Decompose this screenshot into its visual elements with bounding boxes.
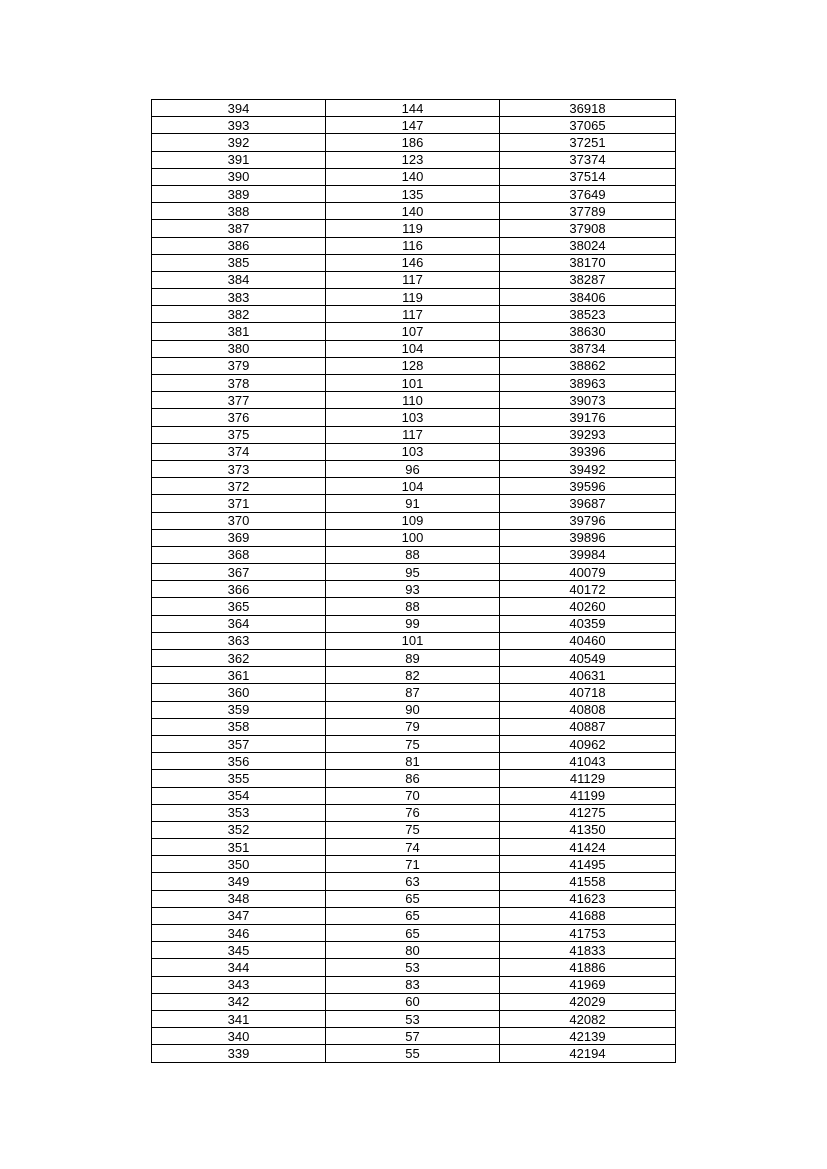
- count-cell: 101: [326, 375, 500, 392]
- cumulative-count-cell: 40260: [500, 598, 676, 615]
- score-cell: 382: [152, 306, 326, 323]
- table-row: [152, 529, 676, 546]
- cumulative-count-cell: 37649: [500, 185, 676, 202]
- cumulative-count-cell: 38170: [500, 254, 676, 271]
- count-cell: 60: [326, 993, 500, 1010]
- table-row: [152, 873, 676, 890]
- cumulative-count-cell: 41558: [500, 873, 676, 890]
- cumulative-count-cell: 41969: [500, 976, 676, 993]
- count-cell: 81: [326, 753, 500, 770]
- count-cell: 110: [326, 392, 500, 409]
- cumulative-count-cell: 41199: [500, 787, 676, 804]
- score-cell: 388: [152, 203, 326, 220]
- cumulative-count-cell: 42029: [500, 993, 676, 1010]
- table-row: [152, 907, 676, 924]
- score-cell: 348: [152, 890, 326, 907]
- score-cell: 362: [152, 650, 326, 667]
- count-cell: 65: [326, 907, 500, 924]
- cumulative-count-cell: 41424: [500, 839, 676, 856]
- count-cell: 80: [326, 942, 500, 959]
- cumulative-count-cell: 41623: [500, 890, 676, 907]
- cumulative-count-cell: 38734: [500, 340, 676, 357]
- count-cell: 95: [326, 564, 500, 581]
- cumulative-count-cell: 41275: [500, 804, 676, 821]
- table-row: [152, 289, 676, 306]
- count-cell: 107: [326, 323, 500, 340]
- cumulative-count-cell: 41886: [500, 959, 676, 976]
- score-cell: 376: [152, 409, 326, 426]
- table-row: [152, 821, 676, 838]
- score-cell: 368: [152, 546, 326, 563]
- table-row: [152, 993, 676, 1010]
- count-cell: 57: [326, 1028, 500, 1045]
- cumulative-count-cell: 39492: [500, 460, 676, 477]
- table-row: [152, 151, 676, 168]
- cumulative-count-cell: 40718: [500, 684, 676, 701]
- cumulative-count-cell: 37908: [500, 220, 676, 237]
- table-row: [152, 100, 676, 117]
- score-cell: 372: [152, 478, 326, 495]
- score-cell: 364: [152, 615, 326, 632]
- score-cell: 359: [152, 701, 326, 718]
- count-cell: 87: [326, 684, 500, 701]
- score-cell: 358: [152, 718, 326, 735]
- cumulative-count-cell: 38024: [500, 237, 676, 254]
- score-cell: 341: [152, 1010, 326, 1027]
- table-row: [152, 426, 676, 443]
- count-cell: 100: [326, 529, 500, 546]
- score-cell: 352: [152, 821, 326, 838]
- table-row: [152, 925, 676, 942]
- score-cell: 373: [152, 460, 326, 477]
- cumulative-count-cell: 41833: [500, 942, 676, 959]
- table-row: [152, 323, 676, 340]
- count-cell: 119: [326, 289, 500, 306]
- cumulative-count-cell: 40887: [500, 718, 676, 735]
- count-cell: 186: [326, 134, 500, 151]
- cumulative-count-cell: 39293: [500, 426, 676, 443]
- table-row: [152, 650, 676, 667]
- count-cell: 90: [326, 701, 500, 718]
- table-row: [152, 581, 676, 598]
- table-row: [152, 615, 676, 632]
- cumulative-count-cell: 39073: [500, 392, 676, 409]
- count-cell: 53: [326, 1010, 500, 1027]
- cumulative-count-cell: 40079: [500, 564, 676, 581]
- table-row: [152, 546, 676, 563]
- cumulative-count-cell: 40549: [500, 650, 676, 667]
- count-cell: 117: [326, 271, 500, 288]
- cumulative-count-cell: 39796: [500, 512, 676, 529]
- cumulative-count-cell: 38287: [500, 271, 676, 288]
- score-cell: 356: [152, 753, 326, 770]
- table-row: [152, 684, 676, 701]
- cumulative-count-cell: 37065: [500, 117, 676, 134]
- table-row: [152, 271, 676, 288]
- cumulative-count-cell: 39176: [500, 409, 676, 426]
- count-cell: 146: [326, 254, 500, 271]
- score-cell: 377: [152, 392, 326, 409]
- count-cell: 140: [326, 203, 500, 220]
- table-row: [152, 942, 676, 959]
- table-row: [152, 409, 676, 426]
- score-cell: 355: [152, 770, 326, 787]
- score-cell: 371: [152, 495, 326, 512]
- table-row: [152, 564, 676, 581]
- cumulative-count-cell: 41753: [500, 925, 676, 942]
- cumulative-count-cell: 39596: [500, 478, 676, 495]
- score-table-body: [152, 100, 676, 1063]
- cumulative-count-cell: 39687: [500, 495, 676, 512]
- score-cell: 367: [152, 564, 326, 581]
- table-row: [152, 598, 676, 615]
- score-cell: 390: [152, 168, 326, 185]
- cumulative-count-cell: 41350: [500, 821, 676, 838]
- count-cell: 104: [326, 340, 500, 357]
- count-cell: 104: [326, 478, 500, 495]
- score-cell: 345: [152, 942, 326, 959]
- count-cell: 117: [326, 426, 500, 443]
- count-cell: 103: [326, 409, 500, 426]
- table-row: [152, 976, 676, 993]
- score-cell: 360: [152, 684, 326, 701]
- score-cell: 351: [152, 839, 326, 856]
- table-row: [152, 839, 676, 856]
- table-row: [152, 117, 676, 134]
- score-cell: 389: [152, 185, 326, 202]
- count-cell: 144: [326, 100, 500, 117]
- score-cell: 375: [152, 426, 326, 443]
- cumulative-count-cell: 40460: [500, 632, 676, 649]
- count-cell: 140: [326, 168, 500, 185]
- count-cell: 65: [326, 925, 500, 942]
- score-cell: 361: [152, 667, 326, 684]
- table-row: [152, 959, 676, 976]
- cumulative-count-cell: 38523: [500, 306, 676, 323]
- table-row: [152, 1010, 676, 1027]
- count-cell: 75: [326, 821, 500, 838]
- count-cell: 55: [326, 1045, 500, 1062]
- table-row: [152, 340, 676, 357]
- count-cell: 101: [326, 632, 500, 649]
- table-row: [152, 443, 676, 460]
- cumulative-count-cell: 36918: [500, 100, 676, 117]
- table-row: [152, 306, 676, 323]
- table-row: [152, 718, 676, 735]
- cumulative-count-cell: 41688: [500, 907, 676, 924]
- table-row: [152, 856, 676, 873]
- count-cell: 88: [326, 546, 500, 563]
- cumulative-count-cell: 41129: [500, 770, 676, 787]
- count-cell: 75: [326, 735, 500, 752]
- score-cell: 365: [152, 598, 326, 615]
- table-row: [152, 701, 676, 718]
- table-row: [152, 632, 676, 649]
- table-row: [152, 185, 676, 202]
- score-cell: 387: [152, 220, 326, 237]
- cumulative-count-cell: 37251: [500, 134, 676, 151]
- table-row: [152, 357, 676, 374]
- score-cell: 353: [152, 804, 326, 821]
- count-cell: 76: [326, 804, 500, 821]
- score-cell: 343: [152, 976, 326, 993]
- count-cell: 109: [326, 512, 500, 529]
- cumulative-count-cell: 42139: [500, 1028, 676, 1045]
- count-cell: 89: [326, 650, 500, 667]
- count-cell: 74: [326, 839, 500, 856]
- count-cell: 71: [326, 856, 500, 873]
- table-row: [152, 168, 676, 185]
- score-cell: 347: [152, 907, 326, 924]
- count-cell: 99: [326, 615, 500, 632]
- score-cell: 344: [152, 959, 326, 976]
- table-row: [152, 770, 676, 787]
- score-cell: 357: [152, 735, 326, 752]
- cumulative-count-cell: 39896: [500, 529, 676, 546]
- cumulative-count-cell: 41043: [500, 753, 676, 770]
- count-cell: 147: [326, 117, 500, 134]
- cumulative-count-cell: 39984: [500, 546, 676, 563]
- score-cell: 394: [152, 100, 326, 117]
- score-cell: 374: [152, 443, 326, 460]
- table-row: [152, 254, 676, 271]
- cumulative-count-cell: 40359: [500, 615, 676, 632]
- cumulative-count-cell: 40962: [500, 735, 676, 752]
- score-cell: 385: [152, 254, 326, 271]
- table-row: [152, 478, 676, 495]
- count-cell: 70: [326, 787, 500, 804]
- table-row: [152, 1045, 676, 1062]
- score-cell: 340: [152, 1028, 326, 1045]
- count-cell: 53: [326, 959, 500, 976]
- table-row: [152, 134, 676, 151]
- table-row: [152, 375, 676, 392]
- count-cell: 79: [326, 718, 500, 735]
- cumulative-count-cell: 42082: [500, 1010, 676, 1027]
- score-cell: 350: [152, 856, 326, 873]
- score-cell: 392: [152, 134, 326, 151]
- table-row: [152, 1028, 676, 1045]
- score-cell: 384: [152, 271, 326, 288]
- count-cell: 128: [326, 357, 500, 374]
- table-row: [152, 460, 676, 477]
- table-row: [152, 512, 676, 529]
- count-cell: 93: [326, 581, 500, 598]
- cumulative-count-cell: 40808: [500, 701, 676, 718]
- cumulative-count-cell: 38862: [500, 357, 676, 374]
- count-cell: 119: [326, 220, 500, 237]
- table-row: [152, 392, 676, 409]
- count-cell: 83: [326, 976, 500, 993]
- count-cell: 123: [326, 151, 500, 168]
- score-cell: 342: [152, 993, 326, 1010]
- cumulative-count-cell: 42194: [500, 1045, 676, 1062]
- score-cell: 378: [152, 375, 326, 392]
- score-cell: 380: [152, 340, 326, 357]
- count-cell: 135: [326, 185, 500, 202]
- score-cell: 339: [152, 1045, 326, 1062]
- table-row: [152, 890, 676, 907]
- cumulative-count-cell: 41495: [500, 856, 676, 873]
- score-cell: 370: [152, 512, 326, 529]
- table-row: [152, 495, 676, 512]
- count-cell: 116: [326, 237, 500, 254]
- table-row: [152, 735, 676, 752]
- cumulative-count-cell: 38406: [500, 289, 676, 306]
- score-cell: 363: [152, 632, 326, 649]
- table-row: [152, 787, 676, 804]
- score-cell: 366: [152, 581, 326, 598]
- table-row: [152, 237, 676, 254]
- score-cell: 386: [152, 237, 326, 254]
- score-cell: 391: [152, 151, 326, 168]
- score-cell: 354: [152, 787, 326, 804]
- cumulative-count-cell: 37789: [500, 203, 676, 220]
- count-cell: 65: [326, 890, 500, 907]
- count-cell: 91: [326, 495, 500, 512]
- cumulative-count-cell: 38630: [500, 323, 676, 340]
- cumulative-count-cell: 37514: [500, 168, 676, 185]
- score-cell: 349: [152, 873, 326, 890]
- count-cell: 63: [326, 873, 500, 890]
- count-cell: 82: [326, 667, 500, 684]
- score-cell: 379: [152, 357, 326, 374]
- cumulative-count-cell: 40172: [500, 581, 676, 598]
- count-cell: 103: [326, 443, 500, 460]
- score-cell: 346: [152, 925, 326, 942]
- score-distribution-table: [151, 99, 676, 1063]
- table-row: [152, 804, 676, 821]
- count-cell: 86: [326, 770, 500, 787]
- table-row: [152, 220, 676, 237]
- score-cell: 393: [152, 117, 326, 134]
- score-cell: 383: [152, 289, 326, 306]
- cumulative-count-cell: 38963: [500, 375, 676, 392]
- table-row: [152, 667, 676, 684]
- cumulative-count-cell: 40631: [500, 667, 676, 684]
- score-cell: 369: [152, 529, 326, 546]
- table-row: [152, 753, 676, 770]
- cumulative-count-cell: 39396: [500, 443, 676, 460]
- count-cell: 96: [326, 460, 500, 477]
- cumulative-count-cell: 37374: [500, 151, 676, 168]
- count-cell: 88: [326, 598, 500, 615]
- count-cell: 117: [326, 306, 500, 323]
- table-row: [152, 203, 676, 220]
- score-cell: 381: [152, 323, 326, 340]
